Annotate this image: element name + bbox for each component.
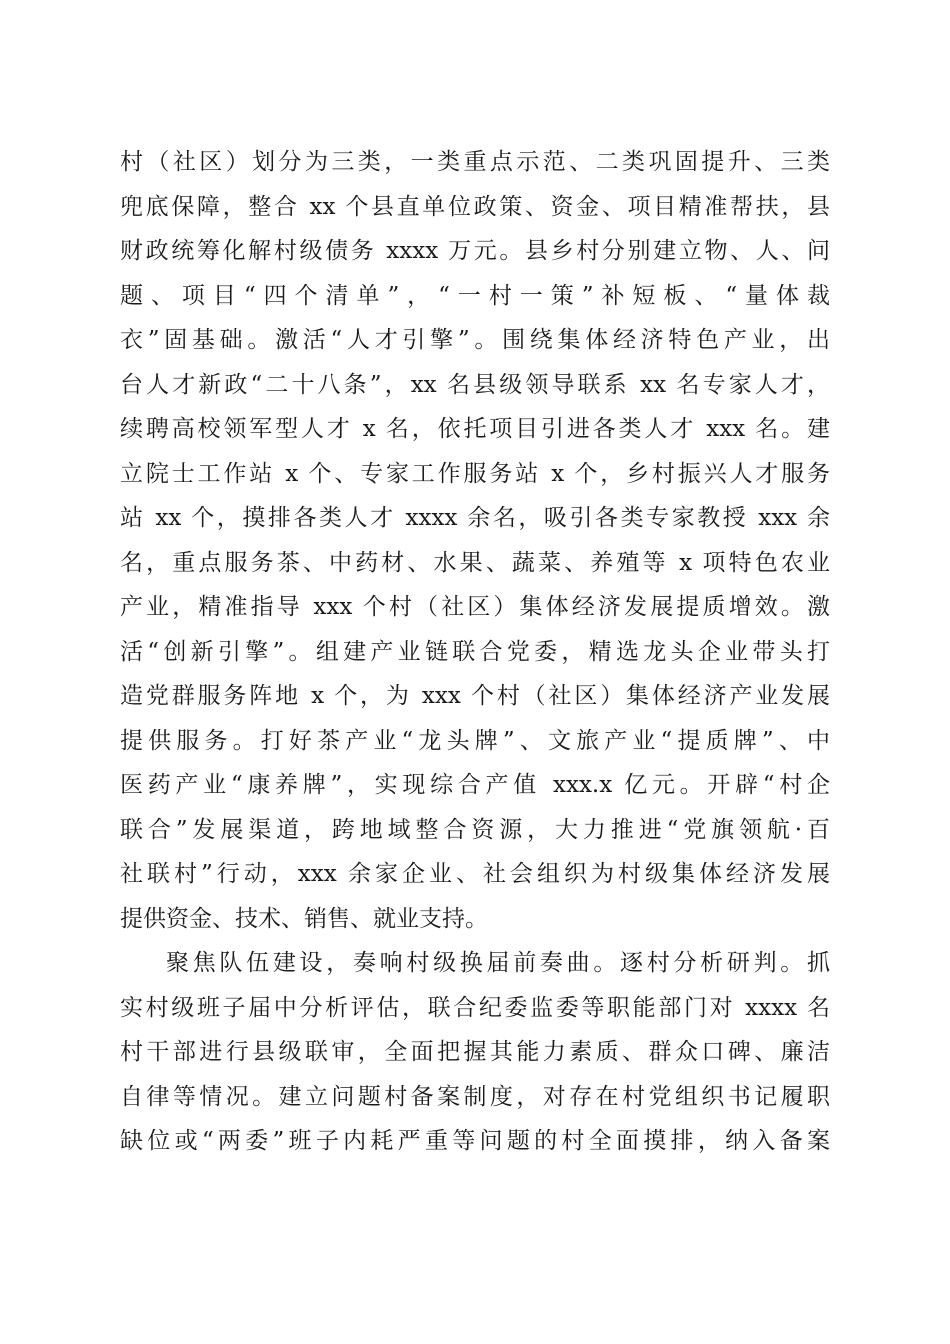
text-line: 立院士工作站 x 个、专家工作服务站 x 个，乡村振兴人才服务 [120, 460, 830, 487]
text-line: 台人才新政“二十八条”，xx 名县级领导联系 xx 名专家人才， [120, 371, 830, 398]
text-line: 续聘高校领军型人才 x 名，依托项目引进各类人才 xxx 名。建 [120, 416, 830, 442]
text-line: 造党群服务阵地 x 个，为 xxx 个村（社区）集体经济产业发展 [120, 683, 830, 709]
text-line: 联合”发展渠道，跨地域整合资源，大力推进“党旗领航·百 [120, 816, 830, 843]
text-line: 聚焦队伍建设，奏响村级换届前奏曲。逐村分析研判。抓 [166, 950, 830, 976]
text-line: 村干部进行县级联审，全面把握其能力素质、群众口碑、廉洁 [120, 1039, 830, 1065]
text-line: 产业，精准指导 xxx 个村（社区）集体经济发展提质增效。激 [120, 594, 830, 620]
text-line: 题、项目“四个清单”，“一村一策”补短板、“量体裁 [120, 282, 830, 309]
text-line: 自律等情况。建立问题村备案制度，对存在村党组织书记履职 [120, 1083, 830, 1110]
text-line: 兜底保障，整合 xx 个县直单位政策、资金、项目精准帮扶，县 [120, 193, 830, 220]
text-line: 提供资金、技术、销售、就业支持。 [120, 905, 488, 932]
text-line: 衣”固基础。激活“人才引擎”。围绕集体经济特色产业，出 [120, 327, 830, 353]
text-line: 财政统筹化解村级债务 xxxx 万元。县乡村分别建立物、人、问 [120, 238, 830, 264]
text-line: 实村级班子届中分析评估，联合纪委监委等职能部门对 xxxx 名 [120, 994, 830, 1021]
text-line: 活“创新引擎”。组建产业链联合党委，精选龙头企业带头打 [120, 638, 830, 665]
text-line: 提供服务。打好茶产业“龙头牌”、文旅产业“提质牌”、中 [120, 727, 830, 754]
text-line: 村（社区）划分为三类，一类重点示范、二类巩固提升、三类 [120, 149, 830, 175]
text-line: 医药产业“康养牌”，实现综合产值 xxx.x 亿元。开辟“村企 [120, 772, 830, 798]
text-line: 名，重点服务茶、中药材、水果、蔬菜、养殖等 x 项特色农业 [120, 549, 830, 576]
document-body [120, 140, 830, 1164]
text-line: 缺位或“两委”班子内耗严重等问题的村全面摸排，纳入备案 [120, 1128, 830, 1154]
paragraph-1 [120, 140, 830, 941]
text-line: 社联村”行动，xxx 余家企业、社会组织为村级集体经济发展 [120, 861, 830, 887]
paragraph-2 [120, 941, 830, 1164]
text-line: 站 xx 个，摸排各类人才 xxxx 余名，吸引各类专家教授 xxx 余 [120, 505, 830, 531]
